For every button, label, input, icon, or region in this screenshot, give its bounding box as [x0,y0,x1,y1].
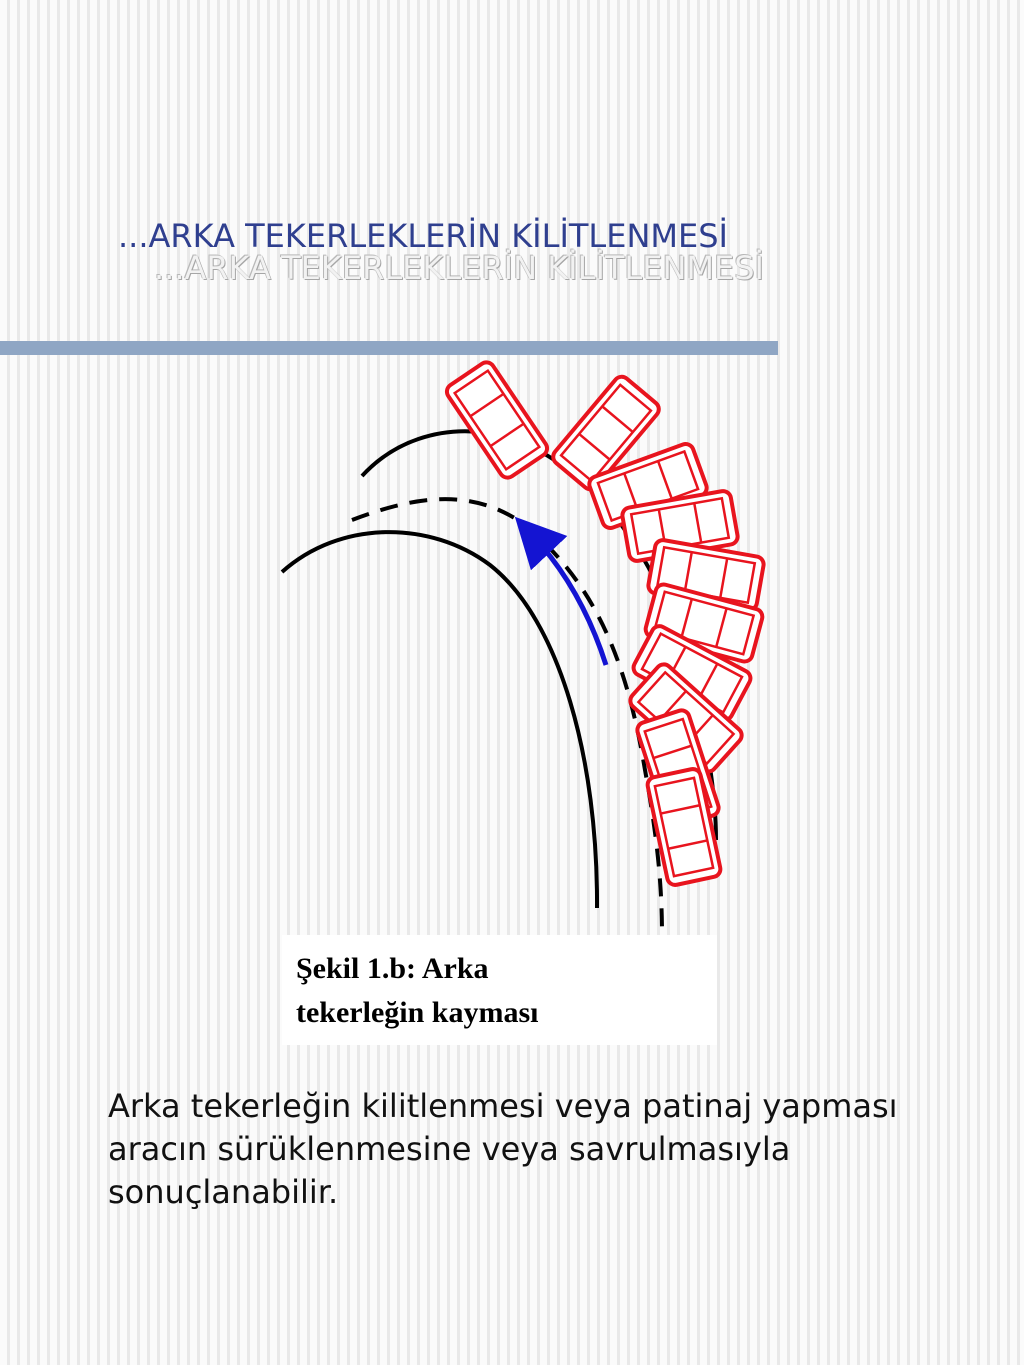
slide-title-shadow: ...ARKA TEKERLEKLERİN KİLİTLENMESİ [154,249,764,287]
dashed-centerline [352,499,662,935]
figure-caption-box [282,935,717,1045]
figure-caption: Şekil 1.b: Arka tekerleğin kayması [296,952,539,1029]
slide-title: ...ARKA TEKERLEKLERİN KİLİTLENMESİ [118,217,728,255]
inner-road-edge [282,532,597,908]
body-paragraph: Arka tekerleğin kilitlenmesi veya patinaj yapması aracın sürüklenmesine veya savrulmasıyla sonuçlanabilir. [108,1087,898,1211]
skid-direction-arrow [532,535,606,665]
car-outline [444,359,550,480]
